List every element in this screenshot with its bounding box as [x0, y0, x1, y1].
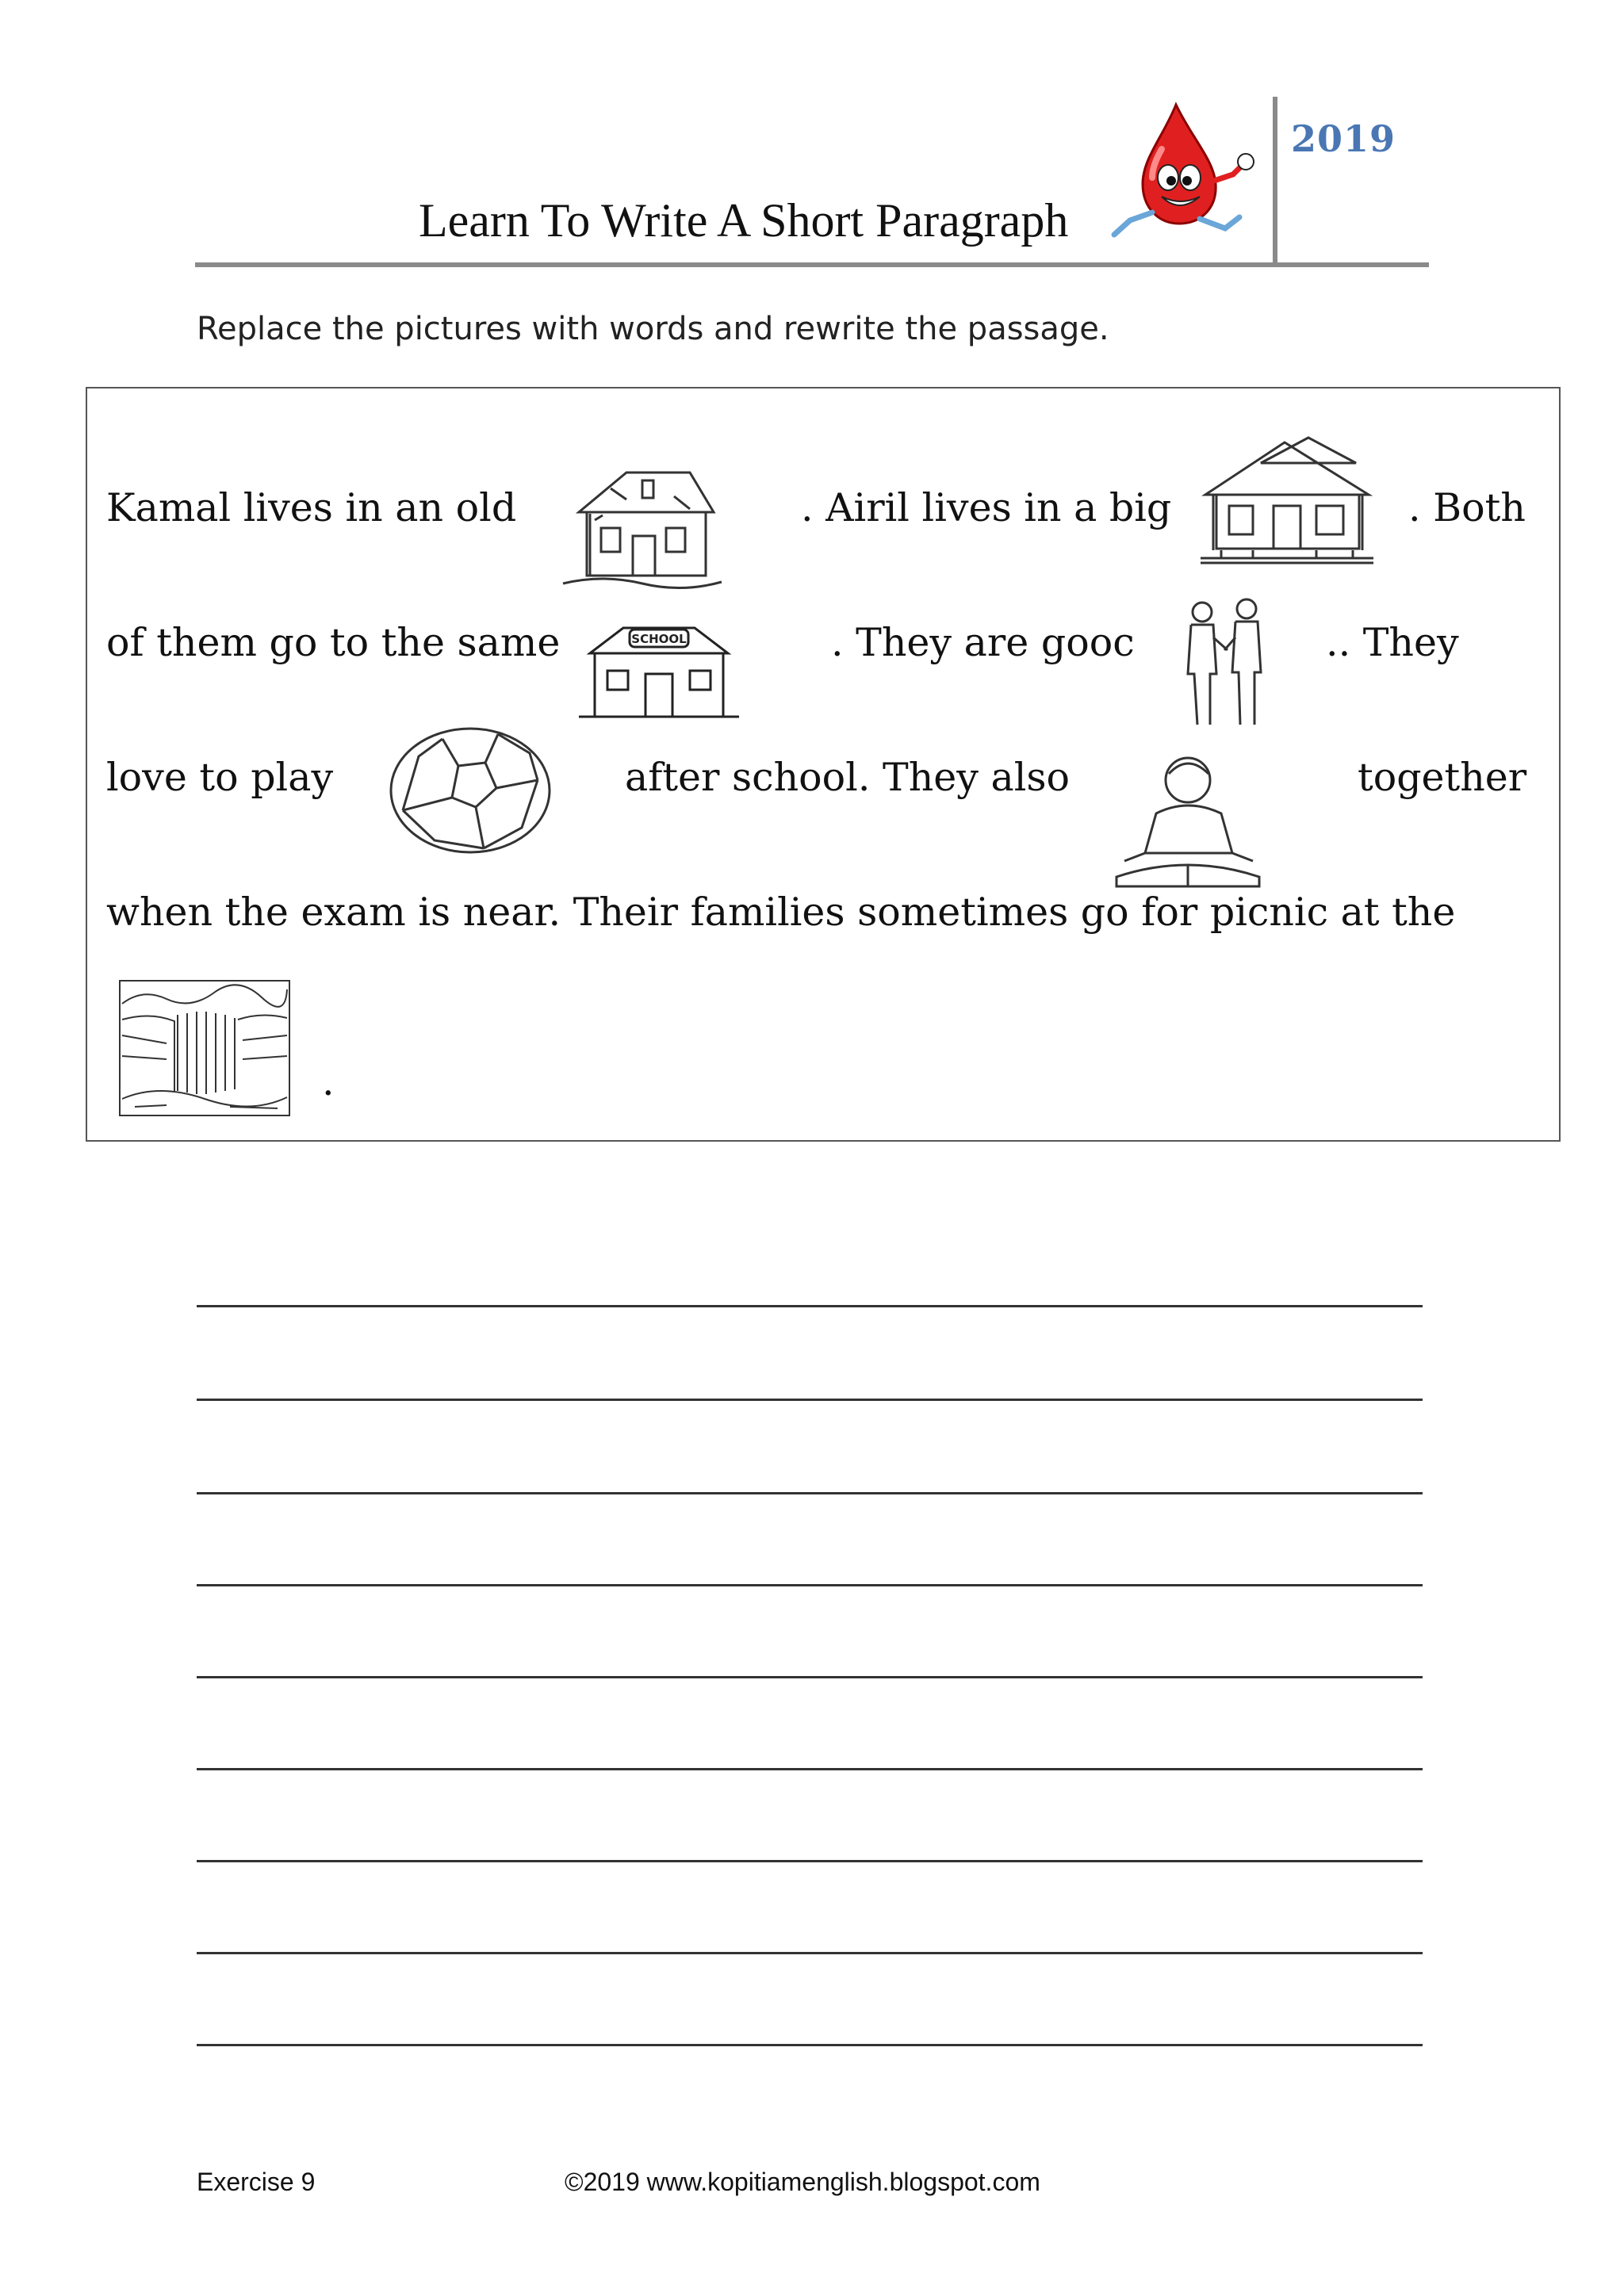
- passage-line1-b: . Airil lives in a big: [801, 485, 1172, 530]
- passage-line3-b: after school. They also: [625, 755, 1071, 800]
- waterfall-icon: [119, 980, 290, 1116]
- writing-line[interactable]: [197, 2044, 1423, 2046]
- header-vertical-divider: [1273, 97, 1277, 267]
- big-house-icon: [1197, 431, 1377, 566]
- writing-line[interactable]: [197, 1399, 1423, 1401]
- writing-line[interactable]: [197, 1768, 1423, 1770]
- football-icon: [387, 725, 553, 856]
- writing-line[interactable]: [197, 1584, 1423, 1586]
- passage-line2-b: . They are gooc: [831, 620, 1135, 665]
- passage-line2-a: of them go to the same: [106, 620, 561, 665]
- instruction-text: Replace the pictures with words and rewrite the passage.: [197, 311, 1109, 347]
- passage-line2-c: .. They: [1326, 620, 1459, 665]
- school-building-icon: [576, 622, 742, 721]
- writing-line[interactable]: [197, 1492, 1423, 1494]
- old-house-icon: [555, 465, 730, 591]
- writing-line[interactable]: [197, 1952, 1423, 1954]
- header-divider: [195, 262, 1429, 267]
- passage-line5-a: .: [322, 1059, 335, 1104]
- writing-line[interactable]: [197, 1305, 1423, 1307]
- passage-line3-c: together: [1358, 755, 1527, 800]
- writing-line[interactable]: [197, 1676, 1423, 1678]
- exercise-number: Exercise 9: [197, 2168, 316, 2196]
- red-drop-mascot-icon: [1106, 101, 1265, 238]
- school-sign-text: SCHOOL: [631, 632, 687, 646]
- boy-studying-icon: [1109, 750, 1267, 890]
- writing-line[interactable]: [197, 1860, 1423, 1862]
- copyright-text: ©2019 www.kopitiamenglish.blogspot.com: [565, 2168, 1040, 2196]
- passage-line3-a: love to play: [106, 755, 334, 800]
- year-label: 2019: [1291, 117, 1396, 160]
- two-friends-icon: [1180, 598, 1269, 729]
- passage-line1-a: Kamal lives in an old: [106, 485, 517, 530]
- passage-line1-c: . Both: [1408, 485, 1526, 530]
- passage-line4-a: when the exam is near. Their families sometimes go for picnic at the: [106, 890, 1456, 935]
- page-title: Learn To Write A Short Paragraph: [419, 194, 1069, 247]
